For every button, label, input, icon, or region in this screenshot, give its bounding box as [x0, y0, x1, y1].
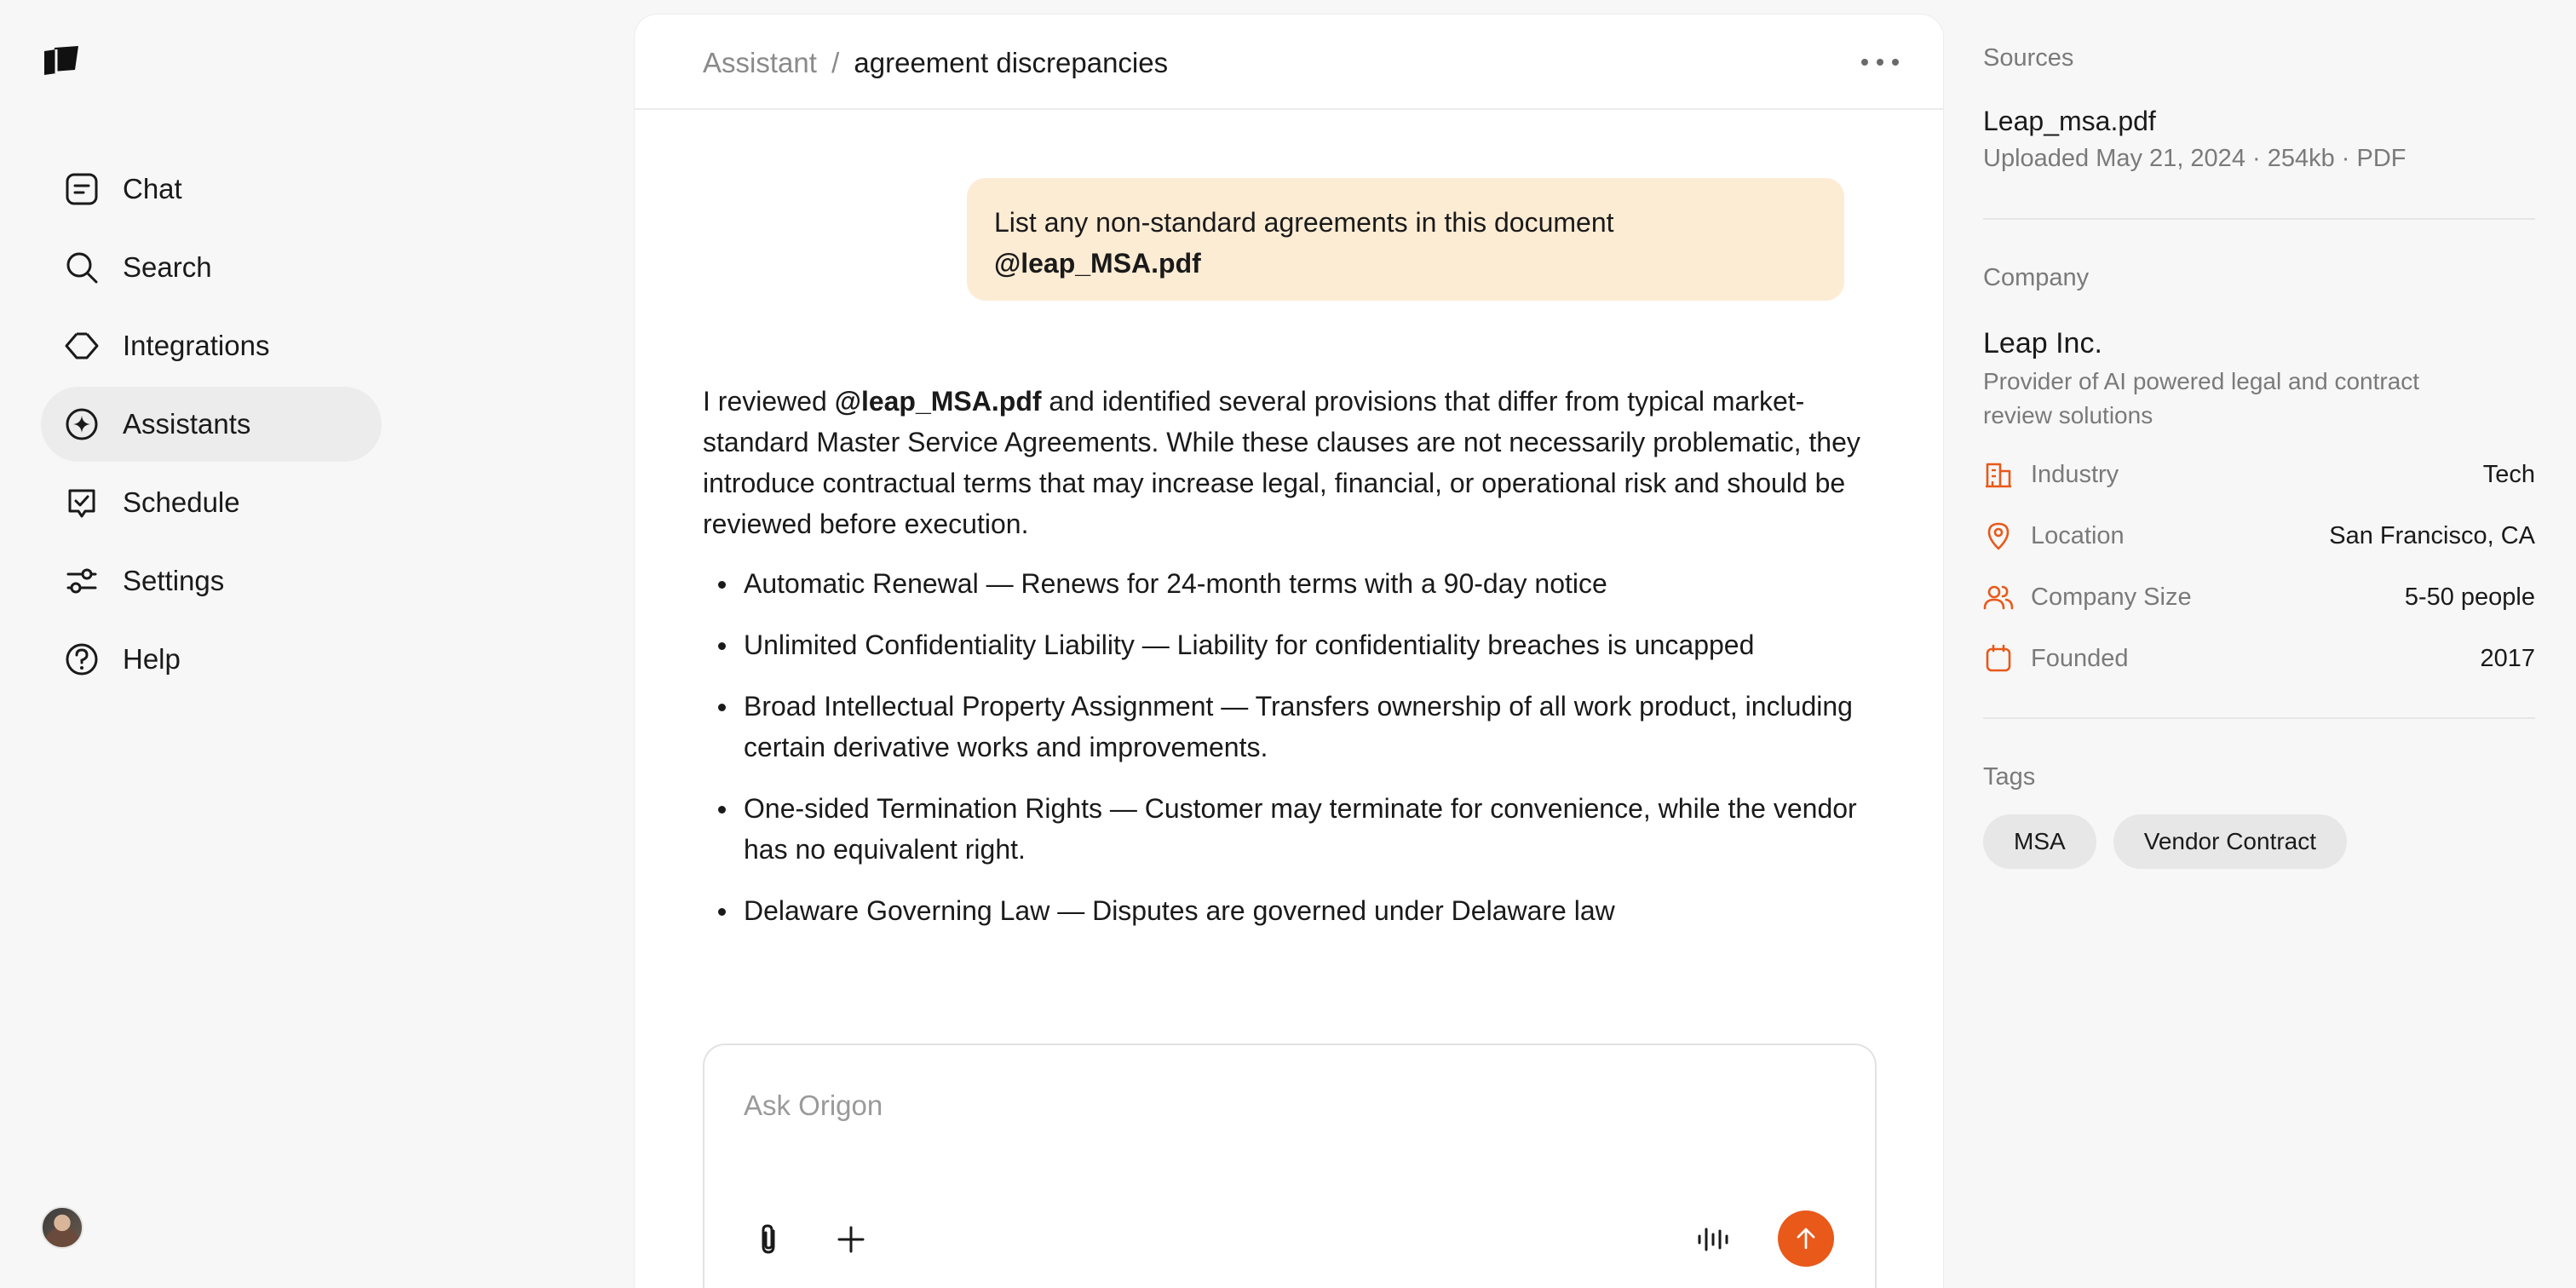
company-description: Provider of AI powered legal and contract review solutions	[1983, 368, 2420, 428]
attribute-founded	[1983, 637, 2535, 680]
breadcrumb	[703, 47, 1168, 79]
attribute-value: 5-50 people	[2404, 583, 2535, 611]
sidebar-item-chat[interactable]	[41, 152, 382, 227]
user-message	[967, 178, 1844, 301]
message-composer	[703, 1044, 1877, 1288]
file-mention[interactable]: @leap_MSA.pdf	[994, 248, 1201, 279]
breadcrumb-root[interactable]: Assistant	[703, 47, 817, 78]
schedule-icon	[63, 484, 101, 521]
list-item: Unlimited Confidentiality Liability — Liability for confidentiality breaches is uncapped	[703, 624, 1861, 665]
file-mention[interactable]: @leap_MSA.pdf	[834, 386, 1042, 417]
sidebar-item-label: Assistants	[123, 408, 251, 440]
company-name: Leap Inc.	[1983, 327, 2102, 359]
help-icon	[63, 641, 101, 678]
sidebar-item-help[interactable]	[41, 622, 382, 697]
paperclip-icon	[750, 1221, 788, 1258]
ask-input[interactable]	[744, 1084, 1681, 1127]
sidebar-item-label: Chat	[123, 173, 182, 204]
response-intro-after: and identified several provisions that differ from typical market-standard Master Service Agreements. While these clauses are not necessarily problematic, they introduce contractual terms that may increase legal, financial, or operational risk and should be reviewed before execution.	[703, 386, 1860, 539]
tags-label: Tags	[1983, 763, 2036, 791]
tag-msa[interactable]: MSA	[1983, 814, 2096, 869]
attribute-value: San Francisco, CA	[2329, 521, 2535, 549]
location-pin-icon	[1983, 520, 2014, 551]
attribute-label: Location	[2031, 521, 2125, 549]
sidebar-item-label: Schedule	[123, 486, 240, 518]
sidebar-item-search[interactable]	[41, 230, 382, 305]
list-item: Broad Intellectual Property Assignment — Transfers ownership of all work product, including certain derivative works and improvements.	[703, 686, 1861, 768]
integrations-icon	[63, 327, 101, 365]
chat-header	[635, 14, 1943, 110]
add-button[interactable]	[825, 1214, 877, 1265]
sidebar-nav	[41, 152, 382, 700]
assistants-icon	[63, 405, 101, 443]
voice-button[interactable]	[1688, 1214, 1739, 1265]
origon-logo[interactable]	[43, 44, 80, 78]
sidebar-item-integrations[interactable]	[41, 308, 382, 383]
chat-icon	[63, 170, 101, 208]
plus-icon	[832, 1221, 870, 1258]
company-label: Company	[1983, 264, 2090, 291]
sidebar-item-label: Integrations	[123, 330, 270, 361]
breadcrumb-separator: /	[831, 47, 840, 78]
sidebar-item-label: Settings	[123, 565, 225, 596]
sidebar	[0, 0, 634, 1288]
sidebar-item-label: Help	[123, 643, 181, 675]
divider	[1983, 218, 2535, 220]
response-intro-before: I reviewed	[703, 386, 835, 417]
attribute-label: Founded	[2031, 644, 2129, 672]
arrow-up-icon	[1789, 1222, 1823, 1256]
list-item: One-sided Termination Rights — Customer may terminate for convenience, while the vendor has no equivalent right.	[703, 788, 1861, 870]
waveform-icon	[1694, 1221, 1732, 1258]
user-message-text: List any non-standard agreements in this document	[994, 207, 1614, 238]
more-horizontal-icon	[1856, 49, 1904, 76]
attribute-location	[1983, 515, 2535, 557]
assistant-message	[703, 381, 1861, 952]
source-file-name[interactable]: Leap_msa.pdf	[1983, 106, 2156, 136]
source-file-meta: Uploaded May 21, 2024 · 254kb · PDF	[1983, 145, 2406, 172]
details-panel	[1983, 0, 2535, 1288]
attribute-label: Company Size	[2031, 583, 2192, 611]
list-item: Automatic Renewal — Renews for 24-month terms with a 90-day notice	[703, 563, 1861, 604]
chat-panel	[634, 14, 1944, 1288]
breadcrumb-current: agreement discrepancies	[854, 47, 1169, 78]
attribute-industry	[1983, 453, 2535, 496]
more-options-button[interactable]	[1856, 49, 1904, 76]
response-intro	[703, 381, 1861, 544]
sidebar-item-label: Search	[123, 251, 212, 283]
tag-list	[1983, 814, 2347, 869]
tag-vendor-contract[interactable]: Vendor Contract	[2113, 814, 2347, 869]
send-button[interactable]	[1778, 1210, 1834, 1267]
list-item: Delaware Governing Law — Disputes are governed under Delaware law	[703, 890, 1861, 931]
user-avatar[interactable]	[41, 1206, 83, 1249]
search-icon	[63, 249, 101, 286]
findings-list	[703, 563, 1861, 931]
divider	[1983, 717, 2535, 719]
attribute-value: Tech	[2482, 460, 2535, 488]
users-icon	[1983, 582, 2014, 612]
attribute-value: 2017	[2480, 644, 2535, 672]
building-icon	[1983, 459, 2014, 490]
attribute-label: Industry	[2031, 460, 2119, 488]
attach-button[interactable]	[744, 1214, 795, 1265]
sidebar-item-settings[interactable]	[41, 543, 382, 618]
attribute-company-size	[1983, 576, 2535, 618]
calendar-icon	[1983, 643, 2014, 674]
sidebar-item-schedule[interactable]	[41, 465, 382, 540]
sources-label: Sources	[1983, 44, 2074, 72]
settings-icon	[63, 562, 101, 600]
sidebar-item-assistants[interactable]	[41, 387, 382, 462]
